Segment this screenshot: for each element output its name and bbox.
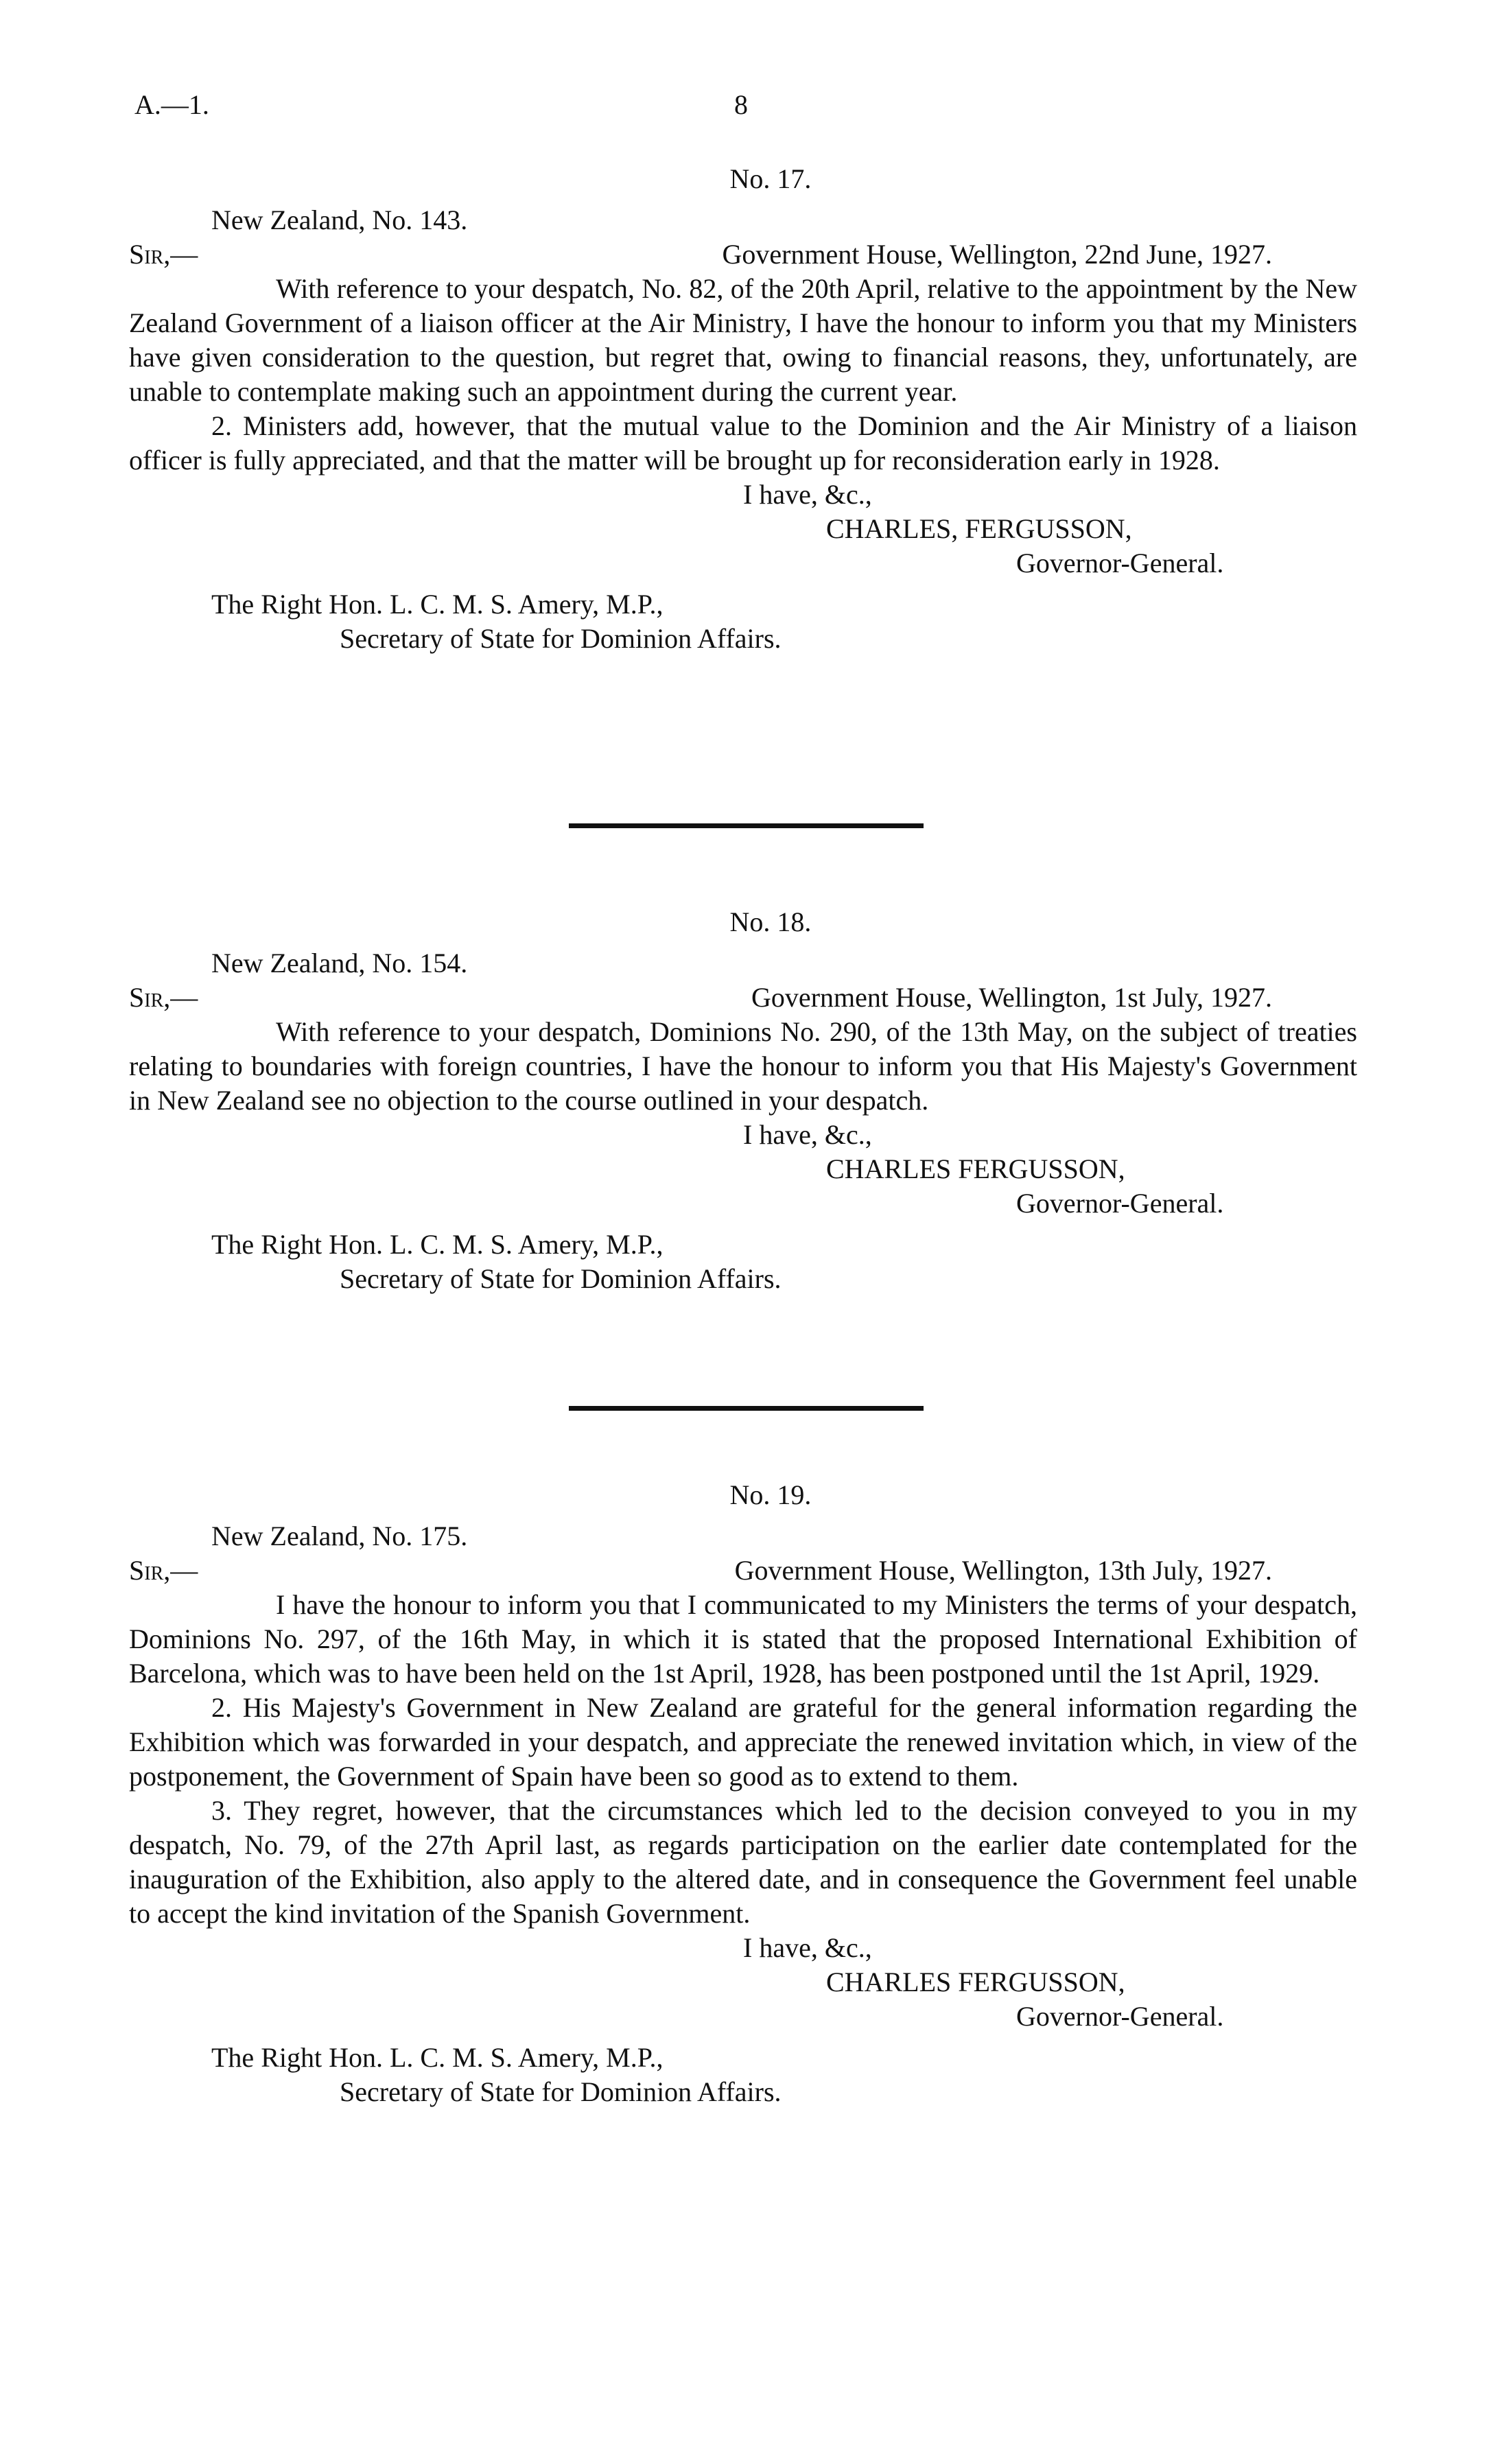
letter-number: No. 17.: [729, 163, 812, 194]
letter-no-19: [129, 1478, 1357, 2109]
closing: I have, &c.,: [743, 1119, 872, 1150]
section-divider: [569, 1406, 924, 1411]
section-divider: [569, 823, 924, 828]
paragraph: With reference to your despatch, No. 82, of the 20th April, relative to the appointment by the New Zealand Government of a liaison officer at the Air Ministry, I have the honour to inform you that my Ministers have given consideration to the question, but regret that, owing to financial reasons, they, unfortunately, are unable to contemplate making such an appointment during the current year.: [129, 273, 1357, 407]
paragraph: 2. His Majesty's Government in New Zealand are grateful for the general information regarding the Exhibition which was forwarded in your despatch, and appreciate the renewed invitation which, in view of the postponement, the Government of Spain have been so good as to extend to them.: [129, 1692, 1357, 1792]
salutation-row: [129, 237, 1357, 272]
page-number: 8: [734, 89, 748, 120]
paragraph: I have the honour to inform you that I communicated to my Ministers the terms of your despatch, Dominions No. 297, of the 16th May, in which it is stated that the proposed International Exhibition of Barcelona, which was to have been held on the 1st April, 1928, has been postponed until the 1st April, 1929.: [129, 1589, 1357, 1689]
letter-number: No. 18.: [729, 906, 812, 937]
address-date: Government House, Wellington, 22nd June, 1927.: [722, 239, 1272, 270]
signer: CHARLES FERGUSSON,: [826, 1153, 1125, 1184]
closing: I have, &c.,: [743, 479, 872, 510]
letter-ref: New Zealand, No. 154.: [211, 948, 468, 978]
document-reference: A.—1.: [134, 89, 209, 120]
signer-title: Governor-General.: [1016, 2001, 1224, 2032]
salutation-row: [129, 981, 1357, 1015]
letter-ref: New Zealand, No. 175.: [211, 1521, 468, 1551]
paragraph: With reference to your despatch, Dominions No. 290, of the 13th May, on the subject of treaties relating to boundaries with foreign countries, I have the honour to inform you that His Majesty's Government in New Zealand see no objection to the course outlined in your despatch.: [129, 1016, 1357, 1116]
letter-no-17: [129, 162, 1357, 656]
paragraph: 3. They regret, however, that the circumstances which led to the decision conveyed to you in my despatch, No. 79, of the 27th April last, as regards participation on the earlier date contemplated for the inauguration of the Exhibition, also apply to the altered date, and in consequence the Government feel unable to accept the kind invitation of the Spanish Government.: [129, 1795, 1357, 1929]
address-date: Government House, Wellington, 1st July, 1927.: [751, 982, 1272, 1013]
salutation-row: [129, 1553, 1357, 1588]
addressee: The Right Hon. L. C. M. S. Amery, M.P.,: [211, 2042, 664, 2073]
salutation: Sir,—: [129, 239, 198, 270]
address-date: Government House, Wellington, 13th July, 1927.: [734, 1555, 1272, 1586]
addressee-title: Secretary of State for Dominion Affairs.: [340, 623, 782, 654]
addressee: The Right Hon. L. C. M. S. Amery, M.P.,: [211, 589, 664, 620]
salutation: Sir,—: [129, 1555, 198, 1586]
letter-ref: New Zealand, No. 143.: [211, 204, 468, 235]
letter-no-18: [129, 905, 1357, 1296]
signer-title: Governor-General.: [1016, 548, 1224, 578]
letter-number: No. 19.: [729, 1479, 812, 1510]
signer-title: Governor-General.: [1016, 1188, 1224, 1219]
addressee-title: Secretary of State for Dominion Affairs.: [340, 2076, 782, 2107]
addressee-title: Secretary of State for Dominion Affairs.: [340, 1263, 782, 1294]
closing: I have, &c.,: [743, 1932, 872, 1963]
signer: CHARLES FERGUSSON,: [826, 1967, 1125, 1997]
salutation: Sir,—: [129, 982, 198, 1013]
addressee: The Right Hon. L. C. M. S. Amery, M.P.,: [211, 1229, 664, 1260]
signer: CHARLES, FERGUSSON,: [826, 513, 1132, 544]
paragraph: 2. Ministers add, however, that the mutual value to the Dominion and the Air Ministry of a liaison officer is fully appreciated, and that the matter will be brought up for reconsideration early in 1928.: [129, 410, 1357, 476]
